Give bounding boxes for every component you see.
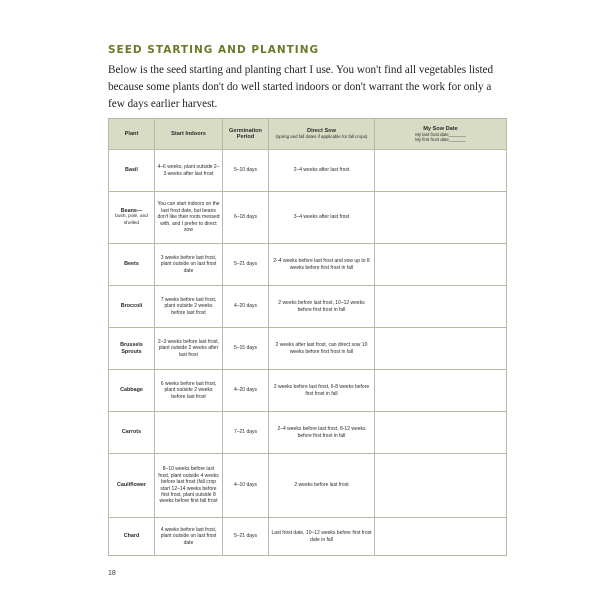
header-plant: Plant	[109, 119, 155, 150]
germination-cell: 5–21 days	[223, 244, 269, 286]
my-sow-date-cell[interactable]	[375, 518, 507, 556]
header-my-sow-date-label: My Sow Date	[423, 125, 458, 132]
plant-note: bush, pole, and shelled	[115, 214, 148, 226]
table-row	[109, 518, 507, 556]
plant-cell	[109, 150, 155, 192]
direct-sow-cell: 2–4 weeks after last frost	[269, 150, 375, 192]
direct-sow-cell: 2–4 weeks before last frost and sow up to 8 weeks before first frost in fall	[269, 244, 375, 286]
my-sow-date-cell[interactable]	[375, 150, 507, 192]
table-row	[109, 286, 507, 328]
plant-cell	[109, 412, 155, 454]
direct-sow-cell: 2–4 weeks before last frost, 8-12 weeks before first frost in fall	[269, 412, 375, 454]
my-sow-date-cell[interactable]	[375, 192, 507, 244]
table-row	[109, 150, 507, 192]
germination-cell: 7–21 days	[223, 412, 269, 454]
header-germination: Germination Period	[223, 119, 269, 150]
plant-name: Carrots	[121, 429, 142, 436]
header-my-last-frost: My last frost date_______	[415, 132, 466, 137]
table-row	[109, 370, 507, 412]
germination-cell: 5–15 days	[223, 328, 269, 370]
direct-sow-cell: 2 weeks after last frost, can direct sow 10 weeks before first frost in fall	[269, 328, 375, 370]
germination-cell: 6–18 days	[223, 192, 269, 244]
plant-cell	[109, 370, 155, 412]
my-sow-date-cell[interactable]	[375, 286, 507, 328]
seed-starting-chart	[108, 118, 507, 556]
plant-cell	[109, 454, 155, 518]
header-direct-sow-label: Direct Sow	[307, 127, 336, 134]
plant-name: Basil	[125, 167, 138, 174]
direct-sow-cell: 2 weeks before last frost, 6-8 weeks before first frost in fall	[269, 370, 375, 412]
plant-name: Beets	[124, 261, 139, 268]
table-row	[109, 454, 507, 518]
start-indoors-cell: 3 weeks before last frost, plant outside on last frost date	[155, 244, 223, 286]
germination-cell: 5–21 days	[223, 518, 269, 556]
table-row	[109, 244, 507, 286]
start-indoors-cell: 6 weeks before last frost, plant outside 2 weeks before last frost	[155, 370, 223, 412]
start-indoors-cell	[155, 412, 223, 454]
page-number: 18	[108, 570, 116, 577]
start-indoors-cell: You can start indoors on the last frost date, but beans don't like their roots messed with, and I prefer to direct sow	[155, 192, 223, 244]
plant-name: Cabbage	[120, 387, 143, 394]
header-row	[109, 119, 507, 150]
start-indoors-cell: 2–3 weeks before last frost, plant outside 2 weeks after last frost	[155, 328, 223, 370]
table-row	[109, 412, 507, 454]
germination-cell: 4–20 days	[223, 370, 269, 412]
direct-sow-cell: 2 weeks before last frost, 10–12 weeks before first frost in fall	[269, 286, 375, 328]
section-heading: SEED STARTING AND PLANTING	[108, 44, 320, 56]
intro-paragraph: Below is the seed starting and planting chart I use. You won't find all vegetables listed because some plants don't do well started indoors or don't warrant the work for only a few days earlier harvest.	[108, 64, 494, 110]
start-indoors-cell: 8–10 weeks before last frost, plant outside 4 weeks before last frost (fall crop start 12–14 weeks before first frost, plant outside 8 weeks before first fall frost	[155, 454, 223, 518]
my-sow-date-cell[interactable]	[375, 454, 507, 518]
my-sow-date-cell[interactable]	[375, 244, 507, 286]
my-sow-date-cell[interactable]	[375, 370, 507, 412]
my-sow-date-cell[interactable]	[375, 328, 507, 370]
direct-sow-cell: Last frost date, 10–12 weeks before first frost date in fall	[269, 518, 375, 556]
germination-cell: 4–20 days	[223, 286, 269, 328]
table-row	[109, 328, 507, 370]
header-direct-sow-note: (spring and fall dates if applicable for fall crops)	[275, 134, 368, 139]
start-indoors-cell: 7 weeks before last frost, plant outside 2 weeks before last frost	[155, 286, 223, 328]
germination-cell: 4–10 days	[223, 454, 269, 518]
plant-cell	[109, 286, 155, 328]
plant-name: Brussels Sprouts	[120, 342, 143, 355]
direct-sow-cell: 3–4 weeks after last frost	[269, 192, 375, 244]
plant-cell	[109, 518, 155, 556]
plant-cell	[109, 244, 155, 286]
plant-cell	[109, 192, 155, 244]
plant-name: Cauliflower	[116, 482, 147, 489]
plant-name: Chard	[123, 533, 140, 540]
header-my-sow-date	[375, 119, 507, 150]
header-direct-sow	[269, 119, 375, 150]
plant-name: Beans—	[120, 207, 143, 214]
my-sow-date-cell[interactable]	[375, 412, 507, 454]
header-start-indoors: Start Indoors	[155, 119, 223, 150]
start-indoors-cell: 4 weeks before last frost, plant outside on last frost date	[155, 518, 223, 556]
plant-cell	[109, 328, 155, 370]
plant-name: Broccoli	[120, 303, 143, 310]
direct-sow-cell: 2 weeks before last frost	[269, 454, 375, 518]
germination-cell: 5–10 days	[223, 150, 269, 192]
table-row	[109, 192, 507, 244]
header-my-first-frost: My first frost date_______	[415, 137, 466, 143]
start-indoors-cell: 4–6 weeks, plant outside 2–3 weeks after last frost	[155, 150, 223, 192]
